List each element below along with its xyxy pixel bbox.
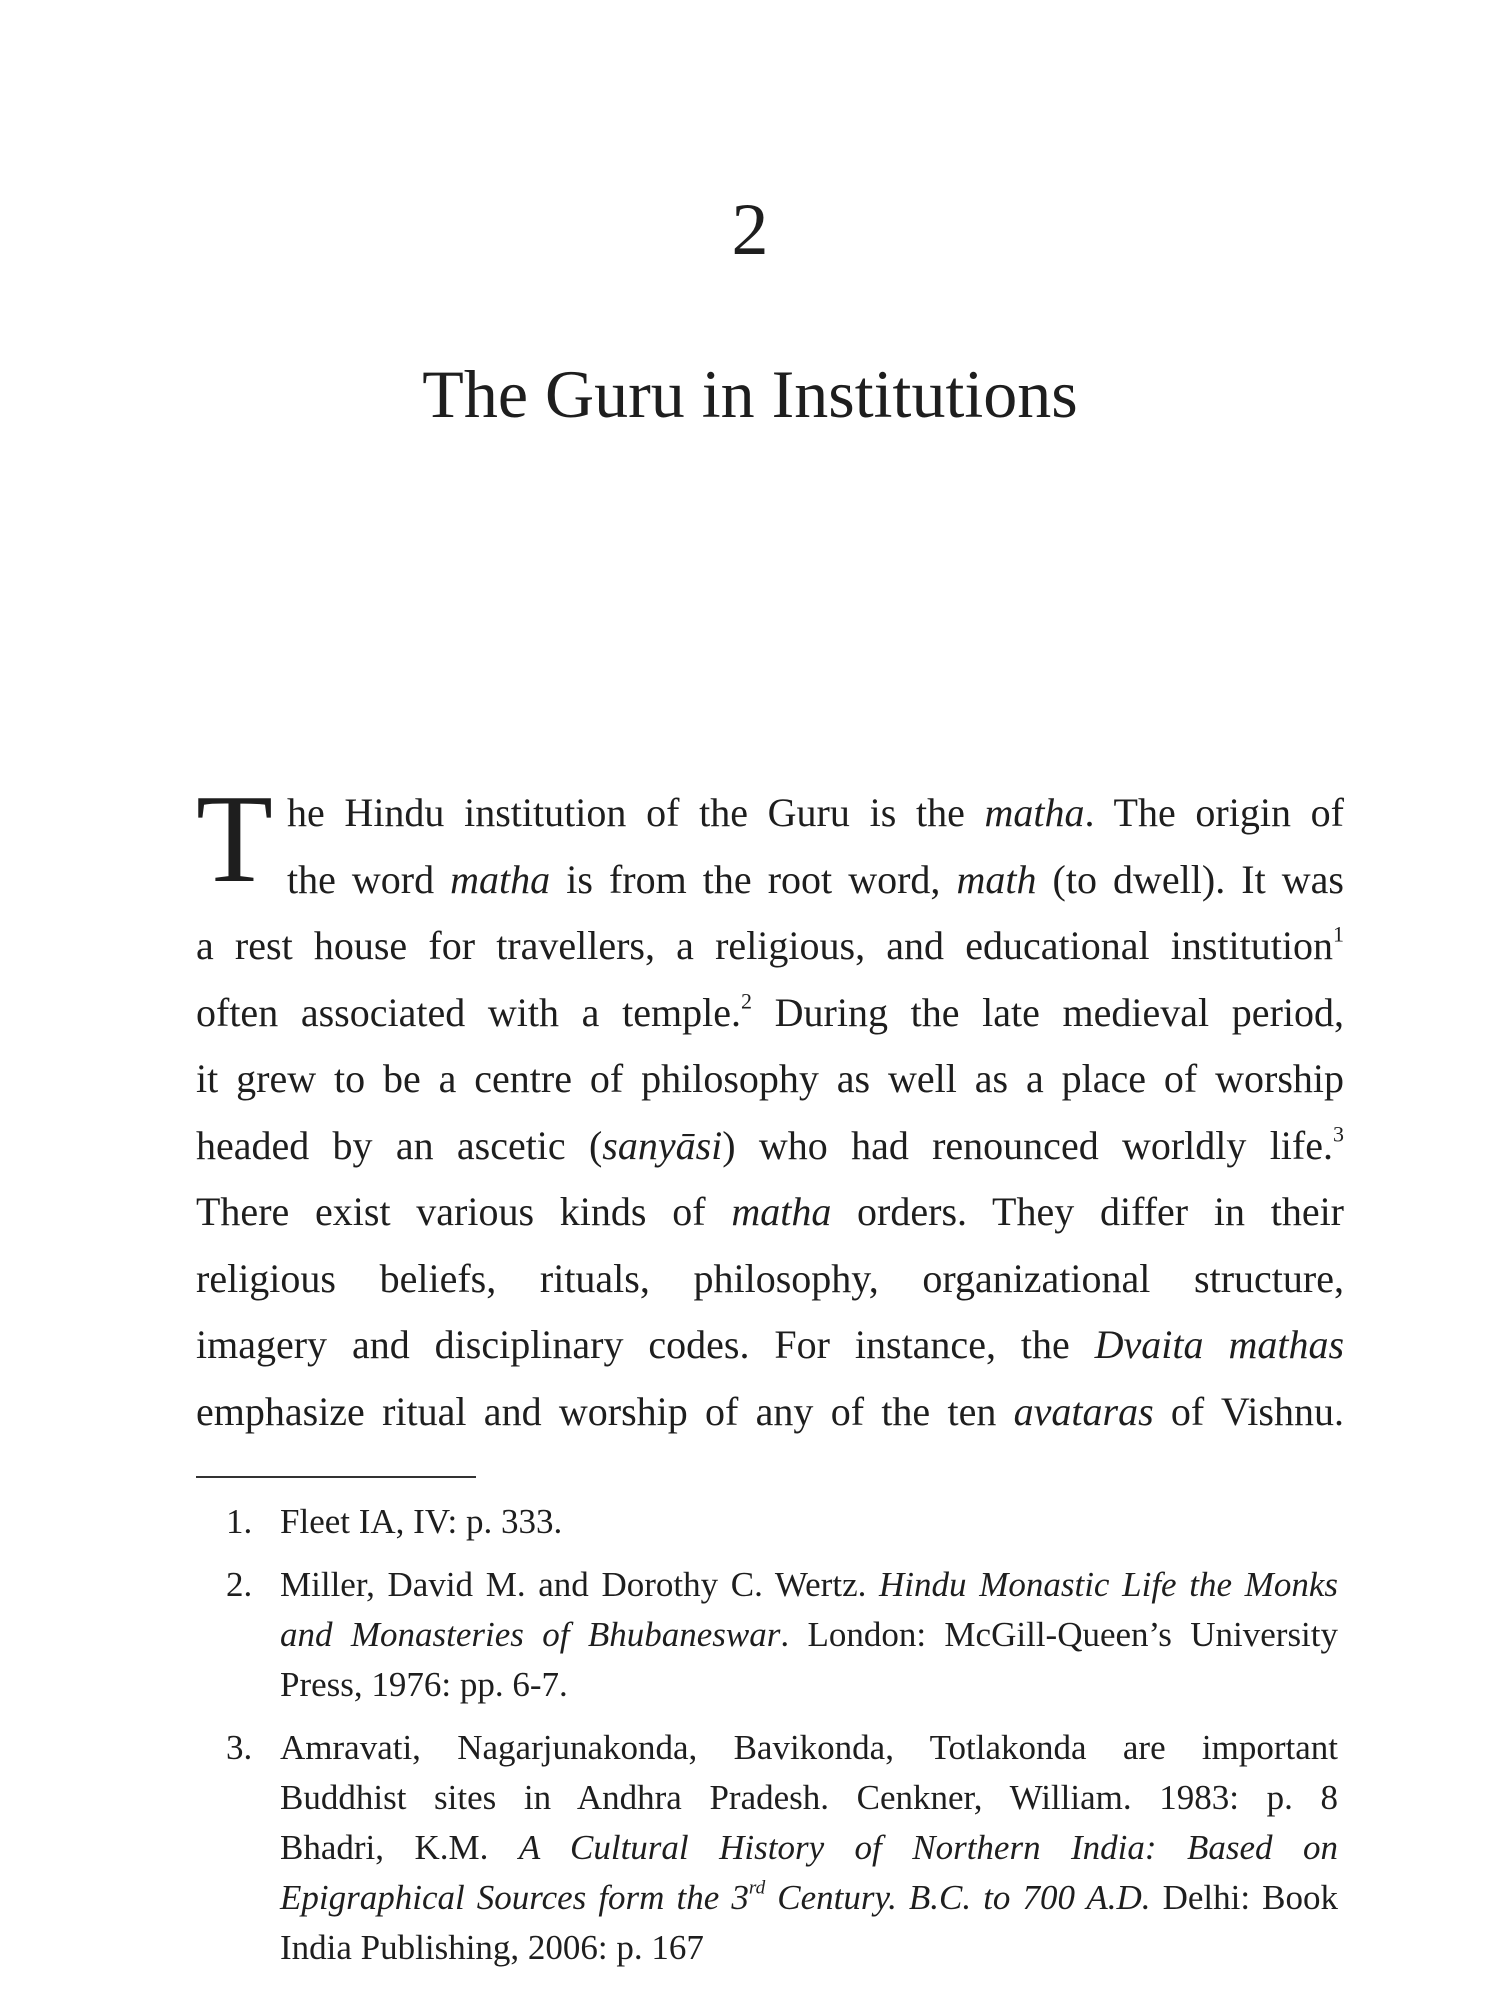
- footnote-line: Amravati, Nagarjunakonda, Bavikonda, Totlakonda are important: [280, 1728, 1338, 1767]
- body-line: headed by an ascetic (sanyāsi) who had renounced worldly life.$^3$: [196, 1120, 1344, 1168]
- body-line: There exist various kinds of matha orders. They differ in their: [196, 1189, 1345, 1234]
- body-line: he Hindu institution of the Guru is the matha. The origin of: [286, 790, 1344, 835]
- body-line: it grew to be a centre of philosophy as well as a place of worship: [196, 1056, 1344, 1101]
- footnote-line: India Publishing, 2006: p. 167: [280, 1928, 704, 1967]
- footnote-line: Bhadri, K.M. A Cultural History of Northern India: Based on: [280, 1828, 1338, 1867]
- body-line: emphasize ritual and worship of any of the ten avataras of Vishnu.: [196, 1388, 1344, 1434]
- footnote-number: 3.: [226, 1728, 253, 1767]
- body-line: imagery and disciplinary codes. For instance, the Dvaita mathas: [196, 1322, 1345, 1367]
- body-paragraph: [196, 770, 1345, 1445]
- footnote-line: Miller, David M. and Dorothy C. Wertz. Hindu Monastic Life the Monks: [280, 1565, 1338, 1604]
- body-lines: [196, 770, 1345, 1445]
- chapter-title: The Guru in Institutions: [422, 356, 1078, 432]
- footnote-line: Press, 1976: pp. 6-7.: [280, 1665, 568, 1704]
- footnote-line: Fleet IA, IV: p. 333.: [280, 1502, 563, 1541]
- footnote-rule: [196, 1476, 476, 1478]
- footnote-line: Buddhist sites in Andhra Pradesh. Cenkner, William. 1983: p. 8: [280, 1778, 1338, 1817]
- footnotes: [196, 1497, 1338, 1986]
- chapter-number: 2: [731, 189, 769, 271]
- footnote-2: [196, 1560, 1338, 1710]
- footnote-3: [196, 1723, 1338, 1973]
- footnote-line: and Monasteries of Bhubaneswar. London: McGill-Queen’s University: [280, 1615, 1339, 1654]
- footnote-number: 1.: [226, 1502, 253, 1541]
- drop-cap: T: [196, 770, 273, 909]
- body-line: often associated with a temple.$^2$ During the late medieval period,: [196, 987, 1344, 1035]
- body-line: a rest house for travellers, a religious, and educational institution$^1$: [196, 921, 1344, 968]
- footnote-1: [196, 1497, 1338, 1547]
- footnote-line: Epigraphical Sources form the 3rd Century. B.C. to 700 A.D. Delhi: Book: [280, 1877, 1338, 1917]
- body-line: the word matha is from the root word, math (to dwell). It was: [286, 856, 1344, 902]
- footnote-number: 2.: [226, 1565, 253, 1604]
- body-line: religious beliefs, rituals, philosophy, organizational structure,: [196, 1255, 1344, 1301]
